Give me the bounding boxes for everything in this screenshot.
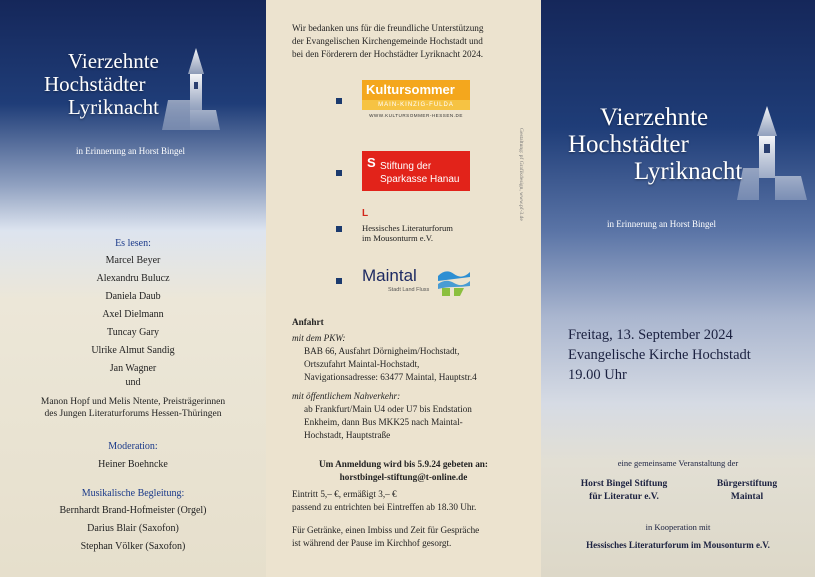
literaturforum-line-1: Hessisches Literaturforum — [362, 223, 453, 233]
oepnv-label: mit öffentlichem Nahverkehr: — [292, 391, 401, 401]
reader-name: Marcel Beyer — [105, 255, 161, 266]
oepnv-line: ab Frankfurt/Main U4 oder U7 bis Endstation — [304, 404, 472, 414]
musician-name: Darius Blair (Saxofon) — [87, 523, 179, 534]
literaturforum-l-icon: L — [362, 208, 369, 219]
event-venue: Evangelische Kirche Hochstadt — [568, 347, 751, 363]
partner-name: Hessisches Literaturforum im Mousonturm e.V. — [586, 540, 770, 550]
right-panel — [541, 0, 815, 577]
oepnv-directions — [304, 403, 472, 442]
moderator-name: Heiner Boehncke — [98, 459, 168, 470]
organizer-buergerstiftung — [697, 478, 797, 504]
thanks-text — [292, 22, 483, 61]
thanks-line: der Evangelischen Kirchengemeinde Hochstadt und — [292, 36, 483, 46]
reader-name: Alexandru Bulucz — [96, 273, 170, 284]
organizer-line: für Literatur e.V. — [589, 492, 659, 502]
literaturforum-logo — [362, 208, 453, 243]
eintritt-text — [292, 488, 476, 514]
sparkasse-line-2: Sparkasse Hanau — [380, 174, 460, 185]
sparkasse-s-icon: S — [367, 155, 376, 170]
pkw-directions — [304, 345, 477, 384]
reader-name: Jan Wagner — [109, 363, 157, 374]
getraenke-text — [292, 524, 479, 550]
subtitle: in Erinnerung an Horst Bingel — [607, 219, 716, 229]
middle-panel — [266, 0, 541, 577]
design-credit: Gestaltung: pf Grafikdesign, www.pf-3.de — [518, 128, 524, 221]
reader-list — [0, 252, 266, 378]
list-bullet — [336, 98, 342, 104]
anmeldung-line: Um Anmeldung wird bis 5.9.24 gebeten an: — [319, 459, 488, 469]
title-line-2: Hochstädter — [44, 72, 146, 96]
musician-list — [0, 502, 266, 556]
church-tower-illustration — [737, 100, 807, 200]
gemeinsam-text: eine gemeinsame Veranstaltung der — [617, 458, 739, 468]
church-tower-illustration — [160, 44, 220, 130]
reader-name: Daniela Daub — [105, 291, 161, 302]
anmeldung-text — [266, 458, 541, 484]
title-line-2: Hochstädter — [568, 131, 689, 158]
eintritt-note: passend zu entrichten bei Eintreffen ab 18.30 Uhr. — [292, 502, 477, 512]
organizer-line: Maintal — [730, 492, 764, 502]
music-heading: Musikalische Begleitung: — [81, 488, 185, 499]
oepnv-line: Hochstadt, Hauptstraße — [304, 430, 391, 440]
organizer-line: Bürgerstiftung — [716, 479, 778, 489]
prize-line-1: Manon Hopf und Melis Ntente, Preisträgerinnen — [40, 397, 226, 407]
eintritt-price: Eintritt 5,– €, ermäßigt 3,– € — [292, 489, 397, 499]
organizer-line: Horst Bingel Stiftung — [580, 479, 668, 489]
kooperation-text: in Kooperation mit — [645, 522, 711, 532]
subtitle: in Erinnerung an Horst Bingel — [76, 146, 185, 156]
musician-name: Stephan Völker (Saxofon) — [80, 541, 186, 552]
title-line-3: Lyriknacht — [634, 158, 743, 185]
maintal-wave-icon — [436, 266, 472, 296]
maintal-logo — [362, 266, 474, 300]
sparkasse-logo — [362, 151, 470, 191]
pkw-line: Ortszufahrt Maintal-Hochstadt, — [304, 359, 420, 369]
es-lesen-heading: Es lesen: — [115, 238, 151, 249]
event-date: Freitag, 13. September 2024 — [568, 327, 733, 343]
list-bullet — [336, 170, 342, 176]
und-text: und — [125, 377, 141, 388]
prize-line-2: des Jungen Literaturforums Hessen-Thüringen — [44, 409, 222, 419]
getraenke-line: ist während der Pause im Kirchhof gesorgt. — [292, 538, 452, 548]
literaturforum-line-2: im Mousonturm e.V. — [362, 233, 433, 243]
moderation-heading: Moderation: — [108, 441, 158, 452]
kultursommer-sub: MAIN-KINZIG-FULDA — [362, 100, 470, 110]
pkw-line: BAB 66, Ausfahrt Dörnigheim/Hochstadt, — [304, 346, 460, 356]
title-line-1: Vierzehnte — [68, 49, 159, 73]
thanks-line: Wir bedanken uns für die freundliche Unterstützung — [292, 23, 484, 33]
event-time: 19.00 Uhr — [568, 367, 627, 383]
kultursommer-url: WWW.KULTURSOMMER-HESSEN.DE — [369, 113, 463, 118]
thanks-line: bei den Förderern der Hochstädter Lyriknacht 2024. — [292, 49, 484, 59]
getraenke-line: Für Getränke, einen Imbiss und Zeit für Gespräche — [292, 525, 480, 535]
event-title — [568, 104, 742, 185]
reader-name: Axel Dielmann — [102, 309, 164, 320]
maintal-sub: Stadt Land Fluss — [388, 287, 430, 293]
maintal-name: Maintal — [362, 266, 417, 285]
list-bullet — [336, 226, 342, 232]
pkw-label: mit dem PKW: — [292, 333, 346, 343]
organizer-horst-bingel — [559, 478, 689, 504]
list-bullet — [336, 278, 342, 284]
title-line-1: Vierzehnte — [600, 104, 709, 131]
title-line-3: Lyriknacht — [68, 95, 159, 119]
event-title — [44, 50, 159, 119]
reader-name: Ulrike Almut Sandig — [91, 345, 175, 356]
musician-name: Bernhardt Brand-Hofmeister (Orgel) — [59, 505, 207, 516]
anfahrt-heading: Anfahrt — [292, 317, 324, 327]
prize-text — [0, 396, 266, 420]
left-panel — [0, 0, 266, 577]
kultursommer-name: Kultursommer — [362, 80, 470, 100]
reader-name: Tuncay Gary — [106, 327, 160, 338]
pkw-line: Navigationsadresse: 63477 Maintal, Hauptstr.4 — [304, 372, 477, 382]
anmeldung-email[interactable]: horstbingel-stiftung@t-online.de — [339, 472, 468, 482]
oepnv-line: Enkheim, dann Bus MKK25 nach Maintal- — [304, 417, 463, 427]
sparkasse-line-1: Stiftung der — [380, 161, 432, 172]
kultursommer-logo — [362, 80, 470, 118]
